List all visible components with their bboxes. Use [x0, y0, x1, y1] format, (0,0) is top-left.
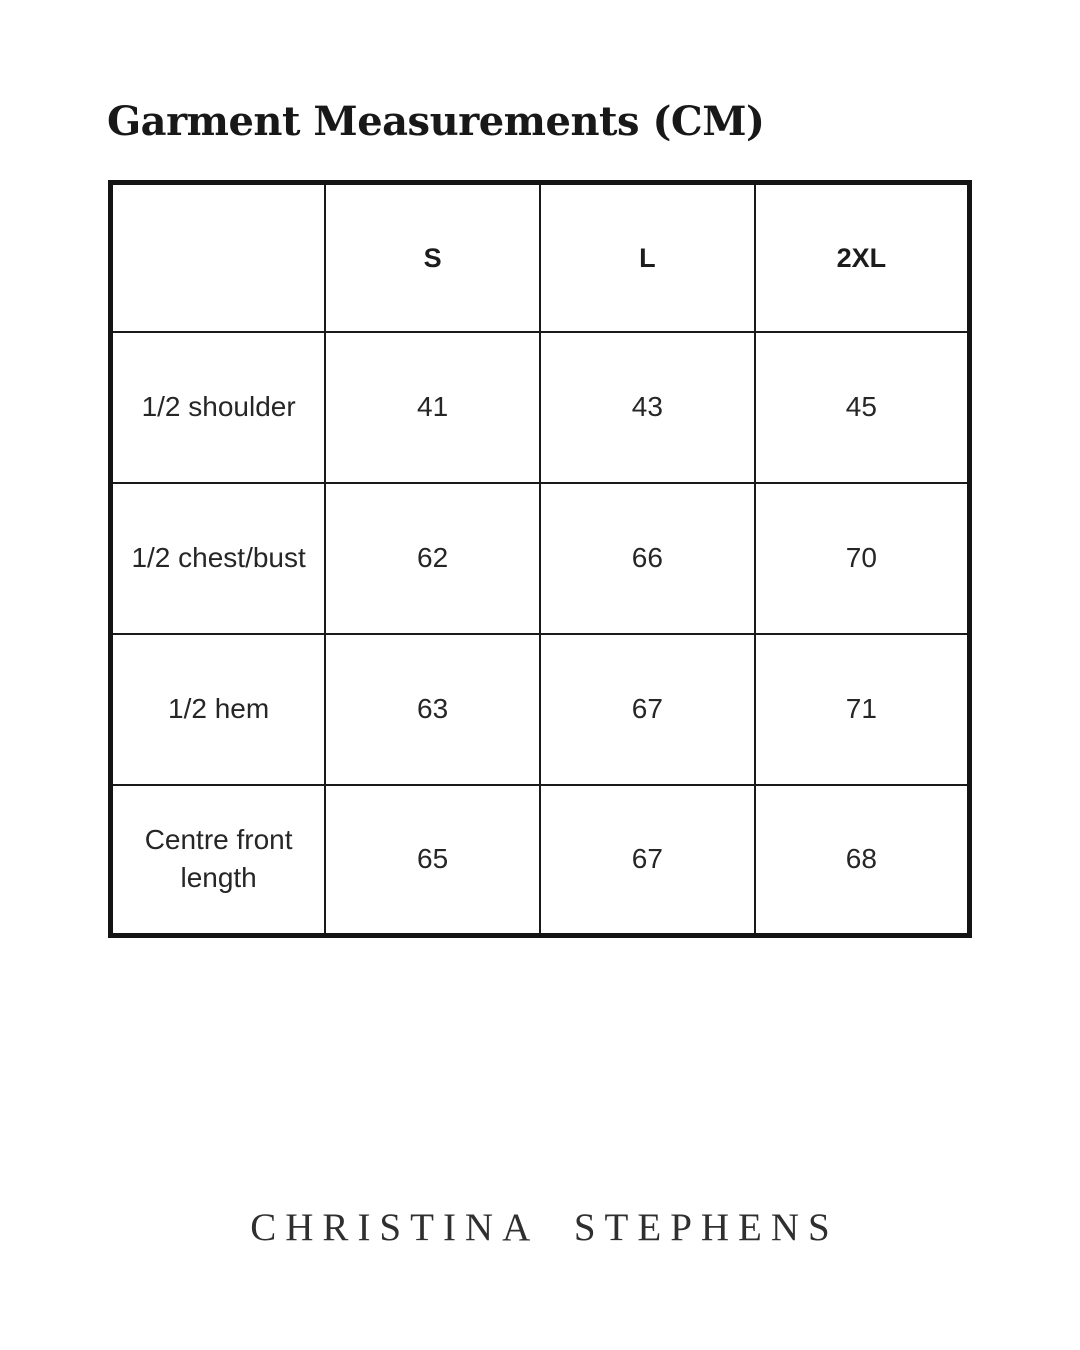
- row-label: 1/2 shoulder: [111, 332, 326, 483]
- table-row-centre-front-length: [111, 785, 970, 936]
- cell-value: 67: [540, 634, 755, 785]
- cell-value: 70: [755, 483, 970, 634]
- header-cell-size-l: L: [540, 183, 755, 332]
- table-row-shoulder: [111, 332, 970, 483]
- header-cell-size-s: S: [325, 183, 540, 332]
- cell-value: 67: [540, 785, 755, 936]
- table-header-row: [111, 183, 970, 332]
- brand-wordmark: CHRISTINA STEPHENS: [250, 1206, 839, 1249]
- page-title: Garment Measurements (CM): [107, 98, 765, 145]
- row-label: 1/2 hem: [111, 634, 326, 785]
- table-row-hem: [111, 634, 970, 785]
- cell-value: 62: [325, 483, 540, 634]
- row-label: 1/2 chest/bust: [111, 483, 326, 634]
- cell-value: 71: [755, 634, 970, 785]
- measurements-table: [108, 180, 972, 938]
- cell-value: 41: [325, 332, 540, 483]
- cell-value: 66: [540, 483, 755, 634]
- cell-value: 68: [755, 785, 970, 936]
- header-cell-empty: [111, 183, 326, 332]
- cell-value: 63: [325, 634, 540, 785]
- cell-value: 43: [540, 332, 755, 483]
- row-label: Centre front length: [111, 785, 326, 936]
- table-row-chest-bust: [111, 483, 970, 634]
- header-cell-size-2xl: 2XL: [755, 183, 970, 332]
- cell-value: 65: [325, 785, 540, 936]
- cell-value: 45: [755, 332, 970, 483]
